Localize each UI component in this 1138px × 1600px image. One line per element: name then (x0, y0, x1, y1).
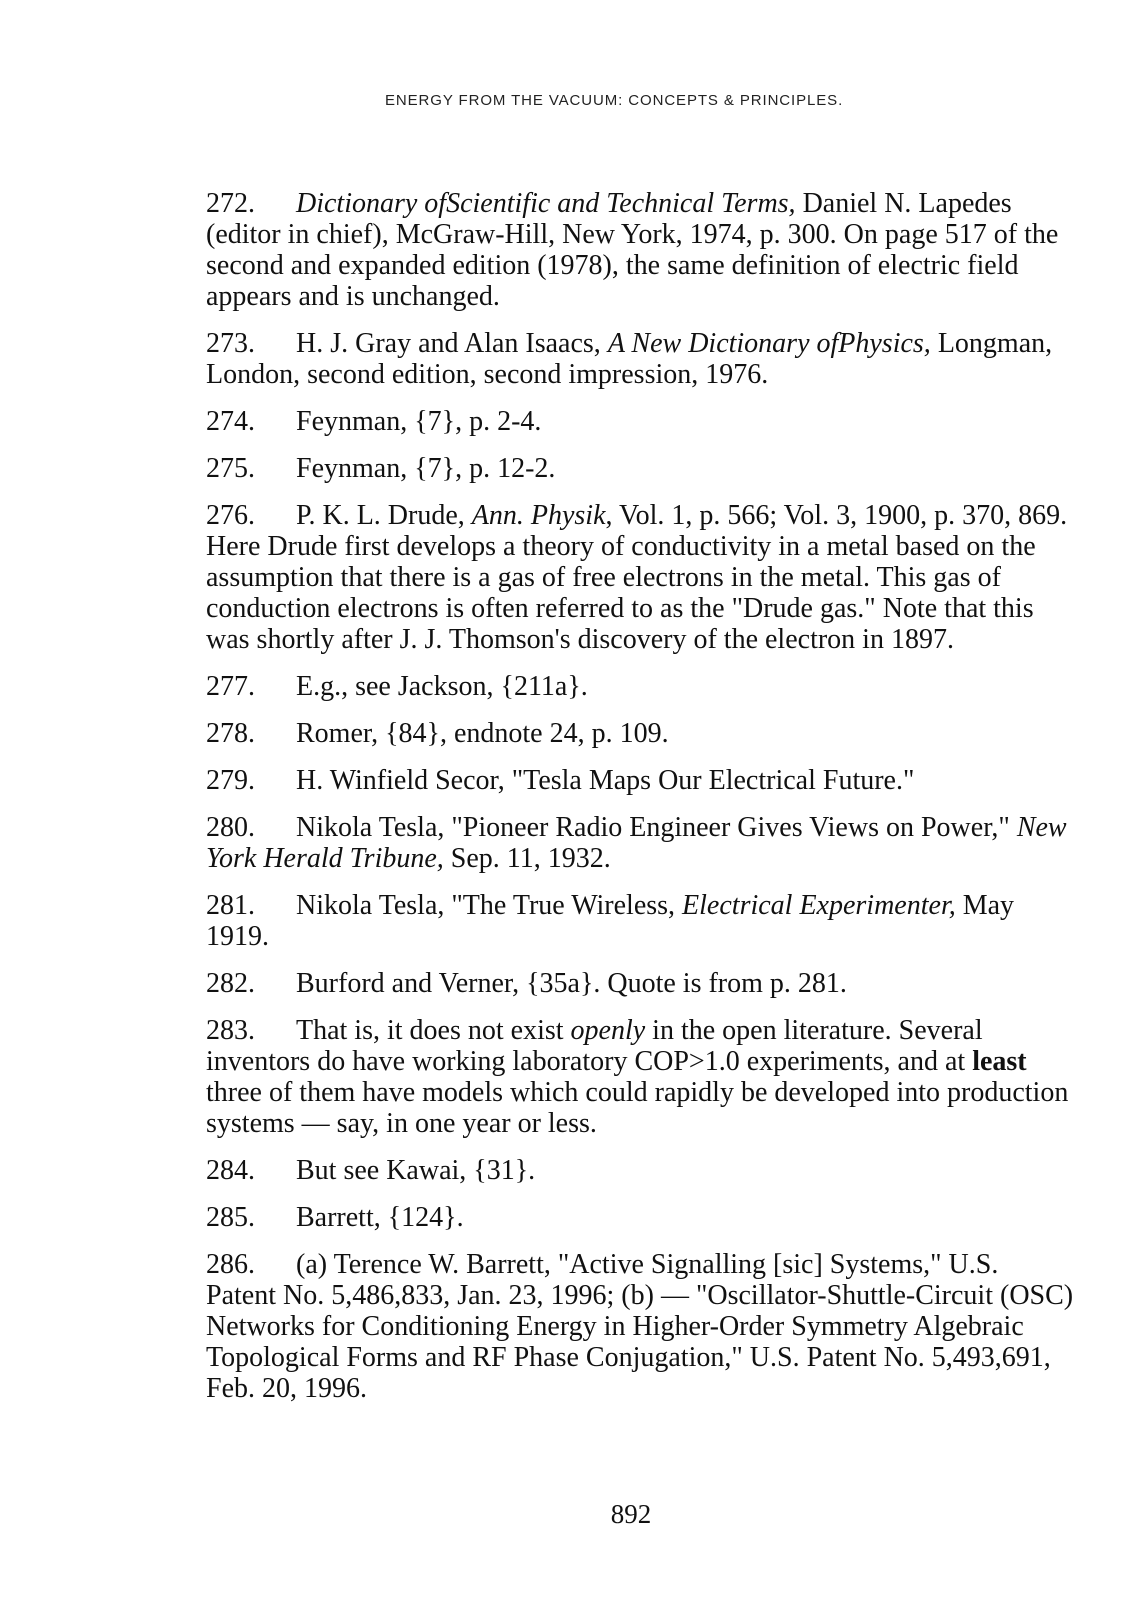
endnote-text: in the open literature. Several inventors do have working laboratory COP>1.0 experiments, and at (206, 1015, 983, 1077)
endnote-text: H. Winfield Secor, "Tesla Maps Our Electrical Future." (296, 765, 915, 796)
endnote-text: , Vol. 1, p. 566; Vol. 3, 1900, p. 370, 869. Here Drude first develops a theory of conductivity in a metal based on the assumption that there is a gas of free electrons in the metal. This gas of conduction electrons is often referred to as the "Drude gas." Note that this was shortly after J. J. Thomson's discovery of the electron in 1897. (206, 500, 1068, 655)
endnote-number: 279. (206, 765, 255, 796)
endnote-text: (a) Terence W. Barrett, "Active Signalling [sic] Systems," U.S. Patent No. 5,486,833, Jan. 23, 1996; (b) — "Oscillator-Shuttle-Circuit (OSC) Networks for Conditioning Energy in Higher-Order Symmetry Algebraic Topological Forms and RF Phase Conjugation," U.S. Patent No. 5,493,691, Feb. 20, 1996. (206, 1249, 1074, 1404)
endnote-text: Longman, London, second edition, second impression, 1976. (206, 328, 1053, 390)
endnote (206, 500, 1074, 655)
endnote-number: 277. (206, 671, 255, 702)
endnote (206, 188, 1074, 312)
endnote (206, 890, 1074, 952)
endnote (206, 1249, 1074, 1404)
endnote-number: 281. (206, 890, 255, 921)
running-header: ENERGY FROM THE VACUUM: CONCEPTS & PRINCIPLES. (385, 92, 844, 109)
endnote-number: 278. (206, 718, 255, 749)
page-number: 892 (610, 1499, 652, 1529)
endnote-text: Nikola Tesla, "The True Wireless, (296, 890, 683, 921)
endnote-number: 280. (206, 812, 255, 843)
endnote-number: 275. (206, 453, 255, 484)
endnote (206, 812, 1074, 874)
endnote-text: Nikola Tesla, "Pioneer Radio Engineer Gives Views on Power," (296, 812, 1017, 843)
endnote-text: Ann. Physik (471, 500, 606, 531)
endnote-text: Feynman, {7}, p. 2-4. (296, 406, 542, 437)
endnotes-list (206, 188, 1074, 1420)
endnote (206, 453, 1074, 484)
endnote (206, 765, 1074, 796)
endnote-number: 273. (206, 328, 255, 359)
endnote-number: 286. (206, 1249, 255, 1280)
endnote-text: Sep. 11, 1932. (443, 843, 611, 874)
endnote (206, 1155, 1074, 1186)
endnote-number: 284. (206, 1155, 255, 1186)
endnote (206, 1015, 1074, 1139)
endnote-number: 283. (206, 1015, 255, 1046)
endnote-text: Burford and Verner, {35a}. Quote is from p. 281. (296, 968, 847, 999)
endnote-number: 272. (206, 188, 255, 219)
endnote-text: Daniel N. Lapedes (editor in chief), McGraw-Hill, New York, 1974, p. 300. On page 517 of the second and expanded edition (1978), the same definition of electric field appears and is unchanged. (206, 188, 1059, 312)
endnote-text: H. J. Gray and Alan Isaacs, (296, 328, 608, 359)
endnote-text: three of them have models which could rapidly be developed into production systems — say, in one year or less. (206, 1077, 1069, 1139)
endnote-number: 285. (206, 1202, 255, 1233)
endnote-text: That is, it does not exist (296, 1015, 571, 1046)
endnote (206, 1202, 1074, 1233)
endnote-text: least (972, 1046, 1027, 1077)
endnote-text: E.g., see Jackson, {211a}. (296, 671, 588, 702)
endnote-text: Electrical Experimenter, (682, 890, 956, 921)
endnote-text: openly (570, 1015, 646, 1046)
endnote (206, 328, 1074, 390)
endnote-text: P. K. L. Drude, (296, 500, 472, 531)
endnote (206, 968, 1074, 999)
endnote-text: May 1919. (206, 890, 1015, 952)
endnote-number: 282. (206, 968, 255, 999)
endnote-text: Feynman, {7}, p. 12-2. (296, 453, 556, 484)
endnote-text: But see Kawai, {31}. (296, 1155, 536, 1186)
endnote-number: 274. (206, 406, 255, 437)
endnote-number: 276. (206, 500, 255, 531)
endnote (206, 406, 1074, 437)
endnote-text: Dictionary ofScientific and Technical Terms, (296, 188, 796, 219)
endnote-text: New York Herald Tribune, (206, 812, 1067, 874)
endnote-text: A New Dictionary ofPhysics, (607, 328, 931, 359)
endnote (206, 718, 1074, 749)
endnote-text: Barrett, {124}. (296, 1202, 464, 1233)
endnote (206, 671, 1074, 702)
endnote-text: Romer, {84}, endnote 24, p. 109. (296, 718, 669, 749)
